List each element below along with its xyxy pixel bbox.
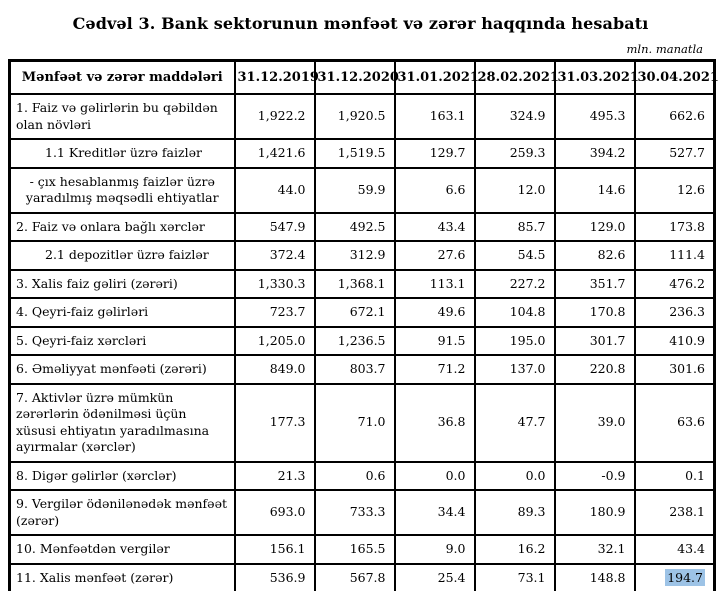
- table-row: [10, 490, 715, 535]
- cell-value: 1,421.6: [235, 139, 315, 168]
- cell-value: 547.9: [235, 213, 315, 242]
- cell-value: 476.2: [635, 270, 715, 299]
- cell-value: 104.8: [475, 298, 555, 327]
- row-label: 8. Digər gəlirlər (xərclər): [10, 462, 235, 491]
- cell-value: 16.2: [475, 535, 555, 564]
- cell-value: 220.8: [555, 355, 635, 384]
- cell-value: 165.5: [315, 535, 395, 564]
- table-row: [10, 139, 715, 168]
- row-label: 1. Faiz və gəlirlərin bu qəbildən olan növləri: [10, 94, 235, 139]
- cell-value: 82.6: [555, 241, 635, 270]
- cell-value: 25.4: [395, 564, 475, 591]
- row-label: 4. Qeyri-faiz gəlirləri: [10, 298, 235, 327]
- cell-value: 693.0: [235, 490, 315, 535]
- cell-value: 47.7: [475, 384, 555, 462]
- cell-value: 39.0: [555, 384, 635, 462]
- cell-value: 111.4: [635, 241, 715, 270]
- row-label: - çıx hesablanmış faizlər üzrə yaradılmış məqsədli ehtiyatlar: [10, 168, 235, 213]
- cell-value: 492.5: [315, 213, 395, 242]
- cell-value: 36.8: [395, 384, 475, 462]
- cell-value: 43.4: [635, 535, 715, 564]
- cell-value: 91.5: [395, 327, 475, 356]
- cell-value: 59.9: [315, 168, 395, 213]
- table-header-row: [10, 61, 715, 95]
- highlighted-value: 194.7: [667, 569, 703, 585]
- table-row: [10, 327, 715, 356]
- cell-value: 849.0: [235, 355, 315, 384]
- cell-value: 410.9: [635, 327, 715, 356]
- cell-value: 71.2: [395, 355, 475, 384]
- cell-value: 71.0: [315, 384, 395, 462]
- cell-value: 6.6: [395, 168, 475, 213]
- cell-value: 227.2: [475, 270, 555, 299]
- row-label: 1.1 Kreditlər üzrə faizlər: [10, 139, 235, 168]
- table-row: [10, 94, 715, 139]
- cell-value: 0.0: [395, 462, 475, 491]
- cell-value: 21.3: [235, 462, 315, 491]
- cell-value: 723.7: [235, 298, 315, 327]
- cell-value: 156.1: [235, 535, 315, 564]
- cell-value: 372.4: [235, 241, 315, 270]
- table-row: [10, 298, 715, 327]
- cell-value: [635, 564, 715, 591]
- cell-value: 495.3: [555, 94, 635, 139]
- cell-value: 0.0: [475, 462, 555, 491]
- row-label: 7. Aktivlər üzrə mümkün zərərlərin ödənilməsi üçün xüsusi ehtiyatın yaradılmasına ayırmalar (xərclər): [10, 384, 235, 462]
- column-header-date: 30.04.2021: [635, 61, 715, 95]
- cell-value: 1,368.1: [315, 270, 395, 299]
- cell-value: 238.1: [635, 490, 715, 535]
- table-row: [10, 384, 715, 462]
- row-label: 6. Əməliyyat mənfəəti (zərəri): [10, 355, 235, 384]
- cell-value: 0.6: [315, 462, 395, 491]
- row-label: 5. Qeyri-faiz xərcləri: [10, 327, 235, 356]
- cell-value: 733.3: [315, 490, 395, 535]
- cell-value: 43.4: [395, 213, 475, 242]
- cell-value: 324.9: [475, 94, 555, 139]
- cell-value: 1,519.5: [315, 139, 395, 168]
- cell-value: 54.5: [475, 241, 555, 270]
- column-header-date: 31.12.2020: [315, 61, 395, 95]
- cell-value: 32.1: [555, 535, 635, 564]
- table-row: [10, 270, 715, 299]
- cell-value: 49.6: [395, 298, 475, 327]
- cell-value: 85.7: [475, 213, 555, 242]
- cell-value: -0.9: [555, 462, 635, 491]
- cell-value: 73.1: [475, 564, 555, 591]
- cell-value: 0.1: [635, 462, 715, 491]
- table-row: [10, 213, 715, 242]
- cell-value: 394.2: [555, 139, 635, 168]
- table-row: [10, 168, 715, 213]
- cell-value: 803.7: [315, 355, 395, 384]
- cell-value: 113.1: [395, 270, 475, 299]
- cell-value: 180.9: [555, 490, 635, 535]
- cell-value: 12.0: [475, 168, 555, 213]
- column-header-items: Mənfəət və zərər maddələri: [10, 61, 235, 95]
- cell-value: 129.7: [395, 139, 475, 168]
- cell-value: 259.3: [475, 139, 555, 168]
- cell-value: 536.9: [235, 564, 315, 591]
- row-label: 2.1 depozitlər üzrə faizlər: [10, 241, 235, 270]
- row-label: 2. Faiz və onlara bağlı xərclər: [10, 213, 235, 242]
- unit-note: mln. manatla: [626, 42, 703, 56]
- row-label: 11. Xalis mənfəət (zərər): [10, 564, 235, 591]
- cell-value: 27.6: [395, 241, 475, 270]
- cell-value: 1,236.5: [315, 327, 395, 356]
- row-label: 10. Mənfəətdən vergilər: [10, 535, 235, 564]
- cell-value: 662.6: [635, 94, 715, 139]
- table-row: [10, 355, 715, 384]
- cell-value: 129.0: [555, 213, 635, 242]
- cell-value: 672.1: [315, 298, 395, 327]
- cell-value: 301.6: [635, 355, 715, 384]
- table-row: [10, 564, 715, 591]
- cell-value: 34.4: [395, 490, 475, 535]
- cell-value: 137.0: [475, 355, 555, 384]
- cell-value: 1,922.2: [235, 94, 315, 139]
- column-header-date: 31.12.2019: [235, 61, 315, 95]
- cell-value: 195.0: [475, 327, 555, 356]
- cell-value: 177.3: [235, 384, 315, 462]
- cell-value: 527.7: [635, 139, 715, 168]
- page-title: Cədvəl 3. Bank sektorunun mənfəət və zərər haqqında hesabatı: [72, 14, 649, 33]
- table-row: [10, 241, 715, 270]
- cell-value: 89.3: [475, 490, 555, 535]
- cell-value: 1,330.3: [235, 270, 315, 299]
- column-header-date: 31.01.2021: [395, 61, 475, 95]
- cell-value: 9.0: [395, 535, 475, 564]
- cell-value: 351.7: [555, 270, 635, 299]
- cell-value: 63.6: [635, 384, 715, 462]
- table-row: [10, 535, 715, 564]
- cell-value: 170.8: [555, 298, 635, 327]
- cell-value: 236.3: [635, 298, 715, 327]
- row-label: 3. Xalis faiz gəliri (zərəri): [10, 270, 235, 299]
- cell-value: 163.1: [395, 94, 475, 139]
- cell-value: 44.0: [235, 168, 315, 213]
- table-row: [10, 462, 715, 491]
- cell-value: 148.8: [555, 564, 635, 591]
- column-header-date: 28.02.2021: [475, 61, 555, 95]
- cell-value: 1,205.0: [235, 327, 315, 356]
- cell-value: 14.6: [555, 168, 635, 213]
- row-label: 9. Vergilər ödənilənədək mənfəət (zərər): [10, 490, 235, 535]
- cell-value: 312.9: [315, 241, 395, 270]
- column-header-date: 31.03.2021: [555, 61, 635, 95]
- profit-loss-table: [8, 59, 719, 591]
- cell-value: 173.8: [635, 213, 715, 242]
- cell-value: 567.8: [315, 564, 395, 591]
- cell-value: 1,920.5: [315, 94, 395, 139]
- cell-value: 12.6: [635, 168, 715, 213]
- cell-value: 301.7: [555, 327, 635, 356]
